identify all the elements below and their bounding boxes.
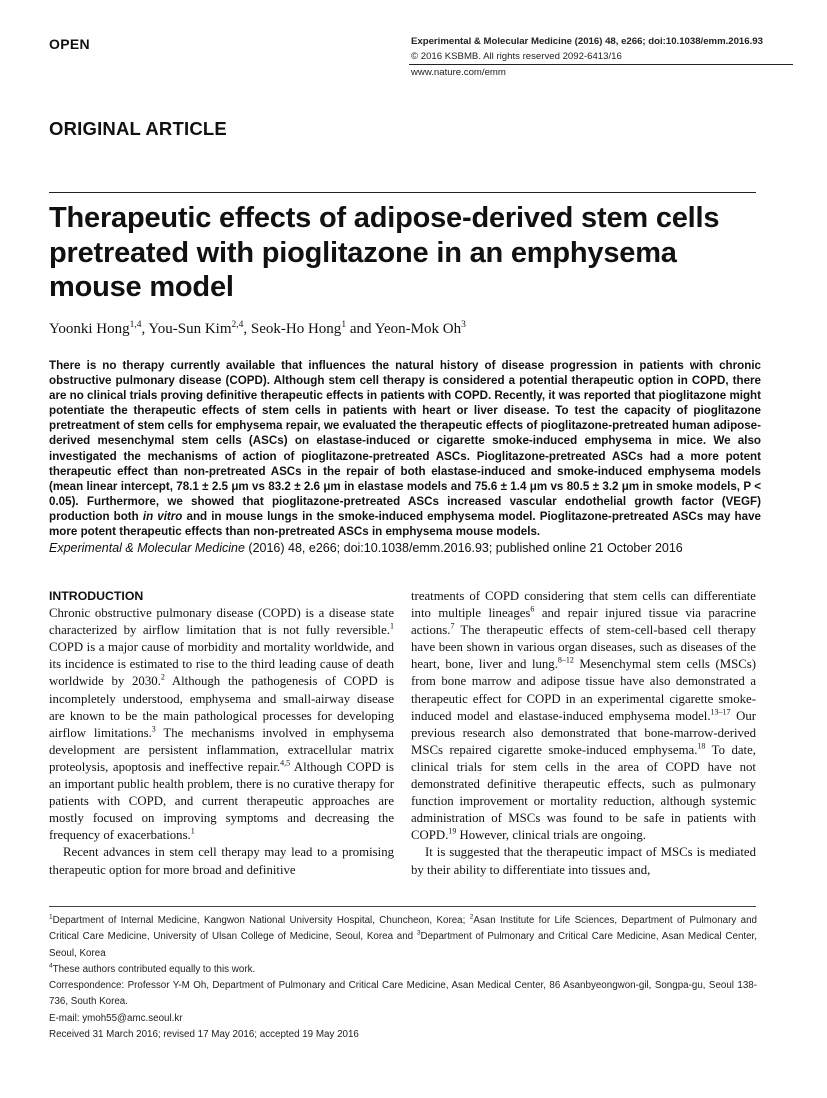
body-paragraph [49,605,394,844]
abstract [49,358,761,539]
article-citation [49,541,683,555]
body-column-right [411,588,756,879]
journal-header [411,35,763,64]
abstract-text: There is no therapy currently available that influences the natural history of disease progression in patients with chronic obstructive pulmonary disease (COPD). Although stem cell therapy is considered a potential therapeutic option in COPD, there are no clinical trials proving definitive therapeutic effects in patients with COPD. Recently, it was reported that pioglitazone might potentiate the therapeutic effects of stem cells in patients with heart or liver disease. To test the capacity of pioglitazone pretreatment of stem cells for emphysema repair, we evaluated the therapeutic effects of pioglitazone-pretreated human adipose-derived mesenchymal stem cells (ASCs) on elastase-induced or cigarette smoke-induced emphysema in mice. We also investigated the mechanisms of action of pioglitazone-pretreated ASCs. Pioglitazone-pretreated ASCs had a more potent therapeutic effect than non-pretreated ASCs in the repair of both elastase-induced and smoke-induced emphysema models (mean linear intercept, 78.1 ± 2.5 μm vs 83.2 ± 2.6 μm in elastase models and 75.6 ± 1.4 μm vs 80.5 ± 3.2 μm in smoke models, P < 0.05). Furthermore, we showed that pioglitazone-pretreated ASCs increased vascular endothelial growth factor (VEGF) production both [49,359,761,523]
body-text: However, clinical trials are ongoing. [456,828,646,843]
body-text: Chronic obstructive pulmonary disease (COPD) is a disease state characterized by airflow limitation that is not fully reversible. [49,606,394,638]
body-column-left [49,588,394,879]
citation-reference[interactable]: 4,5 [280,758,291,768]
correspondence-footnote: Correspondence: Professor Y-M Oh, Department of Pulmonary and Critical Care Medicine, Asan Medical Center, 86 Asanbyeongwon-gil, Songpa-gu, Seoul 138-736, South Korea. [49,980,757,1008]
body-text: and repair injured tissue via paracrine actions. [411,606,757,638]
citation-reference[interactable]: 19 [448,827,457,837]
citation-reference[interactable]: 7 [450,621,455,631]
author-affiliation: 1 [341,320,347,330]
citation-reference[interactable]: 8–12 [557,656,574,666]
citation-details: (2016) 48, e266; doi:10.1038/emm.2016.93; published online 21 October 2016 [248,541,683,555]
footnotes [49,913,757,1043]
body-text: Although COPD is an important public health problem, there is no curative therapy for patients with COPD, and current therapeutic approaches are mostly focused on improving symptoms and decreasing the frequency of exacerbations. [49,759,394,843]
author-name: You-Sun Kim [148,321,232,337]
author-name: Yoonki Hong [49,321,130,337]
author-affiliation: 1,4 [129,320,142,330]
footnote-marker: 3 [416,930,421,938]
body-text: The mechanisms involved in emphysema development are persistent inflammation, extracellular matrix proteolysis, apoptosis and ineffective repair. [49,725,394,774]
body-text: Although the pathogenesis of COPD is incompletely understood, emphysema and small-airway disease are known to be the main pathological processes for developing airflow limitations. [49,674,394,740]
abstract-italic: in vitro [142,509,183,523]
equal-contribution-footnote [49,962,757,978]
open-access-label: OPEN [49,36,90,52]
footnote-marker: 4 [49,962,53,970]
body-text: treatments of COPD considering that stem cells can differentiate into multiple lineages [411,589,756,621]
affiliation-text: Department of Pulmonary and Critical Care Medicine, Asan Medical Center, Seoul, Korea [49,931,758,959]
citation-reference[interactable]: 13–17 [710,707,731,717]
footnote-divider [49,906,756,907]
body-text: To date, clinical trials for stem cells in the area of COPD have not demonstrated definitive therapeutic effects, such as pulmonary function improvement or mortality reduction, although systemic administration of MSCs was found to be safe in patients with COPD. [411,742,756,843]
author-name: Seok-Ho Hong [250,321,342,337]
body-text: The therapeutic effects of stem-cell-based cell therapy have been shown in various organ diseases, such as diseases of the heart, bone, liver and lung. [411,623,756,672]
citation-journal: Experimental & Molecular Medicine [49,541,245,555]
journal-citation-line: Experimental & Molecular Medicine (2016) 48, e266; doi:10.1038/emm.2016.93 [411,36,763,47]
body-text: COPD is a major cause of morbidity and mortality worldwide, and its incidence is estimated to rise to the third leading cause of death worldwide by 2030. [49,640,394,689]
body-text: It is suggested that the therapeutic impact of MSCs is mediated by their ability to differentiate into tissues and, [411,845,756,877]
copyright-line: © 2016 KSBMB. All rights reserved 2092-6413/16 [411,50,622,62]
body-paragraph [411,844,756,878]
citation-reference[interactable]: 18 [697,741,706,751]
footnote-marker: 1 [49,913,53,921]
citation-reference[interactable]: 2 [160,673,165,683]
citation-reference[interactable]: 1 [390,621,394,631]
body-paragraph [49,844,394,878]
section-heading-introduction: INTRODUCTION [49,589,144,603]
author-conjunction: and [349,321,372,337]
citation-reference[interactable]: 3 [151,724,156,734]
body-text: Mesenchymal stem cells (MSCs) from bone marrow and adipose tissue have also demonstrated a therapeutic effect for COPD in an experimental cigarette smoke-induced model and elastase-induced emphysema model. [411,657,756,723]
author-affiliation: 3 [461,320,466,330]
footnote-marker: 2 [469,913,474,921]
body-text: Recent advances in stem cell therapy may lead to a promising therapeutic option for more broad and definitive [49,845,394,877]
affiliation-text: Asan Institute for Life Sciences, Department of Pulmonary and Critical Care Medicine, University of Ulsan College of Medicine, Seoul, Korea and [49,915,757,943]
author-list: Yoonki Hong$^{1,4}$, You-Sun Kim$^{2,4}$, Seok-Ho Hong$^1$ and Yeon-Mok Oh$^3$ [49,320,466,337]
citation-reference[interactable]: 1 [190,827,195,837]
article-title: Therapeutic effects of adipose-derived stem cells pretreated with pioglitazone in an emphysema mouse model [49,202,720,303]
abstract-text: and in mouse lungs in the smoke-induced emphysema model. Pioglitazone-pretreated ASCs may have more potent therapeutic effects than non-pretreated ASCs in emphysema mouse models. [49,509,761,539]
dates-footnote: Received 31 March 2016; revised 17 May 2016; accepted 19 May 2016 [49,1029,359,1041]
title-divider [49,192,756,193]
email-footnote[interactable]: E-mail: ymoh55@amc.seoul.kr [49,1012,183,1024]
body-text: Our previous research also demonstrated that bone-marrow-derived MSCs repaired cigarette smoke-induced emphysema. [411,708,756,757]
body-paragraph [411,588,756,844]
article-type-label: ORIGINAL ARTICLE [49,118,227,139]
affiliations-footnote [49,913,757,962]
citation-reference[interactable]: 6 [530,604,535,614]
equal-contribution-text: These authors contributed equally to this work. [52,963,256,975]
author-affiliation: 2,4 [231,320,244,330]
author-name: Yeon-Mok Oh [374,321,462,337]
journal-website-link[interactable]: www.nature.com/emm [411,67,506,78]
affiliation-text: Department of Internal Medicine, Kangwon National University Hospital, Chuncheon, Korea; [52,915,470,926]
header-divider [409,64,793,65]
